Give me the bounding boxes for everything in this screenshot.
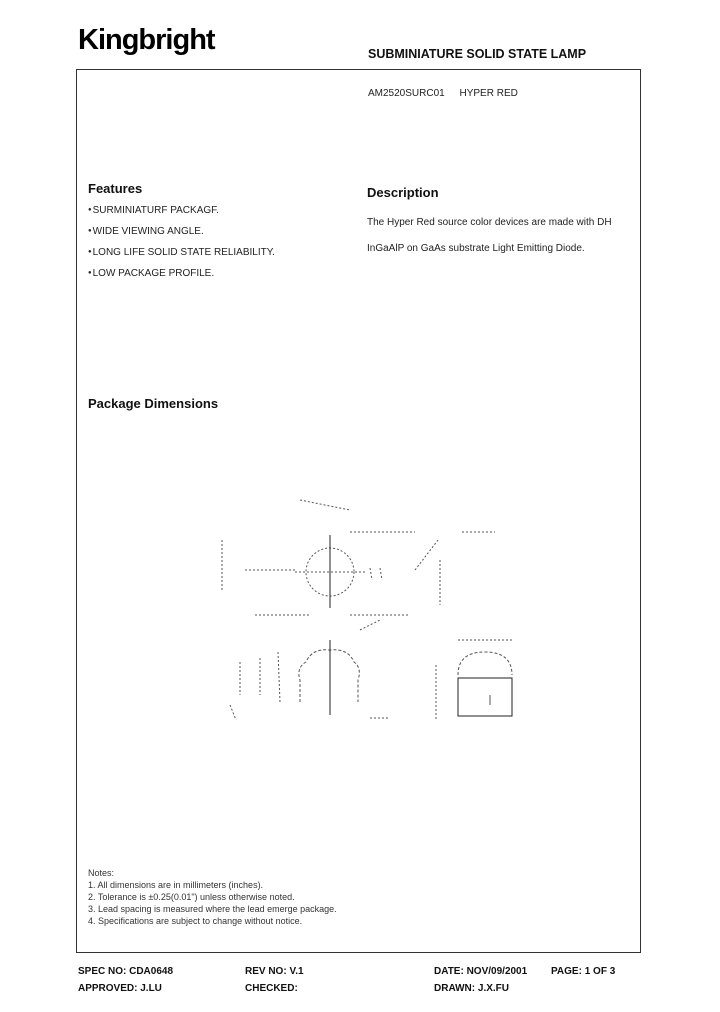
kingbright-logo: Kingbright xyxy=(78,24,215,56)
notes-heading: Notes: xyxy=(88,868,115,878)
part-color: HYPER RED xyxy=(459,88,518,99)
note-item: 4. Specifications are subject to change without notice. xyxy=(88,916,303,926)
drawn-by: DRAWN: J.X.FU xyxy=(434,983,509,994)
features-list xyxy=(88,204,275,288)
feature-item: ● SURMINIATURF PACKAGF. xyxy=(88,204,275,225)
note-item: 2. Tolerance is ±0.25(0.01") unless otherwise noted. xyxy=(88,892,295,902)
document-date: DATE: NOV/09/2001 xyxy=(434,966,528,977)
feature-item: ● LONG LIFE SOLID STATE RELIABILITY. xyxy=(88,246,275,267)
notes-list xyxy=(88,879,337,927)
part-info xyxy=(368,88,530,99)
description-text xyxy=(367,210,632,262)
document-title: SUBMINIATURE SOLID STATE LAMP xyxy=(368,47,587,61)
page-number: PAGE: 1 OF 3 xyxy=(551,966,616,977)
description-line: InGaAlP on GaAs substrate Light Emitting Diode. xyxy=(367,243,585,254)
part-number: AM2520SURC01 xyxy=(368,88,445,99)
package-dimensions-drawing xyxy=(200,480,520,720)
note-item: 1. All dimensions are in millimeters (inches). xyxy=(88,880,264,890)
revision-number: REV NO: V.1 xyxy=(245,966,304,977)
feature-item: ● WIDE VIEWING ANGLE. xyxy=(88,225,275,246)
description-heading: Description xyxy=(367,185,439,200)
spec-number: SPEC NO: CDA0648 xyxy=(78,966,174,977)
checked-by: CHECKED: xyxy=(245,983,298,994)
package-dimensions-heading: Package Dimensions xyxy=(88,396,219,411)
notes-section xyxy=(88,867,337,927)
approved-by: APPROVED: J.LU xyxy=(78,983,162,994)
features-heading: Features xyxy=(88,181,143,196)
note-item: 3. Lead spacing is measured where the lead emerge package. xyxy=(88,904,337,914)
feature-item: ● LOW PACKAGE PROFILE. xyxy=(88,267,275,288)
description-line: The Hyper Red source color devices are made with DH xyxy=(367,217,612,228)
